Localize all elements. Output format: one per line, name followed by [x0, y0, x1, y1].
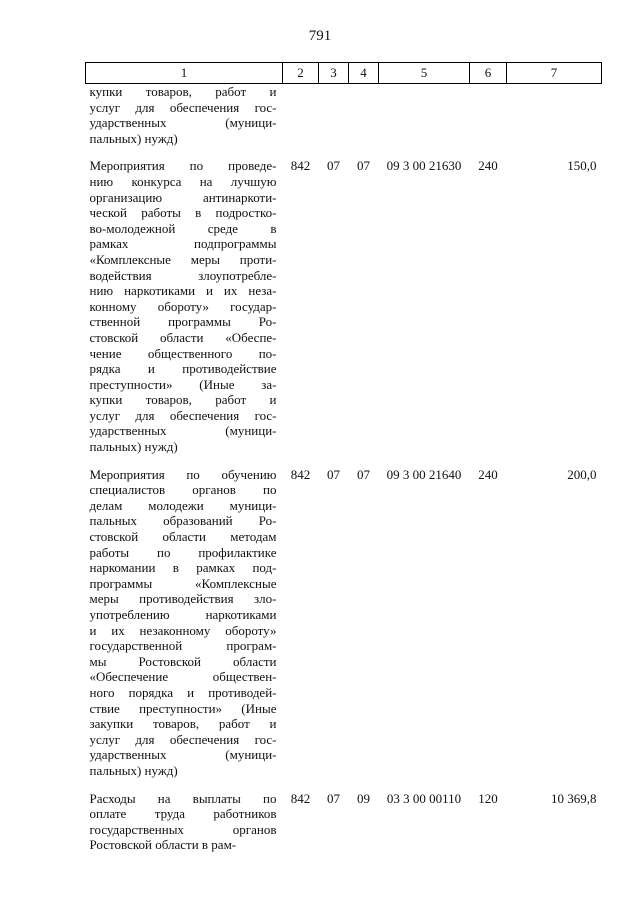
column-header: 3: [319, 63, 349, 84]
description-line: мы Ростовской области: [89, 653, 277, 669]
cell-expense-type: [470, 84, 507, 147]
description-line: стовской области «Обеспе-: [89, 329, 277, 345]
cell-amount: 150,0: [567, 158, 597, 174]
page-number: 791: [308, 28, 332, 44]
description-line: купки товаров, работ и: [89, 84, 277, 99]
description-line: рядка и противодействие: [89, 361, 277, 377]
description-line: организацию антинаркоти-: [89, 189, 277, 205]
description-line: пальных) нужд): [89, 762, 178, 778]
cell-ministry-code: 842: [290, 158, 311, 174]
cell-expense-type: 240: [478, 158, 498, 174]
description-line: нию конкурса на лучшую: [89, 173, 277, 189]
budget-table: [85, 62, 602, 853]
cell-target-article: 09 3 00 21640: [386, 466, 462, 482]
description-line: нию наркотиками и их неза-: [89, 283, 277, 299]
description-line: пальных) нужд): [89, 130, 178, 146]
description-line: закупки товаров, работ и: [89, 716, 277, 732]
description-line: ударственных (муници-: [89, 423, 277, 439]
column-header: 4: [349, 63, 379, 84]
description-line: Мероприятия по проведе-: [89, 158, 277, 174]
description-line: водействия злоупотребле-: [89, 267, 277, 283]
row-spacer: [86, 146, 602, 158]
description-line: ного порядка и противодей-: [89, 684, 277, 700]
description-line: рамках подпрограммы: [89, 236, 277, 252]
row-description: [86, 158, 283, 454]
description-line: и их незаконному обороту»: [89, 622, 277, 638]
description-line: «Комплексные меры проти-: [89, 251, 277, 267]
description-line: услуг для обеспечения гос-: [89, 731, 277, 747]
cell-section-code: 07: [327, 158, 340, 174]
cell-subsection-code: [349, 84, 379, 147]
cell-amount: [507, 84, 602, 147]
cell-subsection-code: 09: [357, 790, 370, 806]
description-line: чение общественного по-: [89, 345, 277, 361]
cell-expense-type: 120: [478, 790, 498, 806]
column-header: 6: [470, 63, 507, 84]
description-line: услуг для обеспечения гос-: [89, 99, 277, 115]
description-line: меры противодействия зло-: [89, 591, 277, 607]
row-description: [86, 791, 283, 853]
table-row: [86, 791, 602, 853]
description-line: оплате труда работников: [89, 806, 277, 822]
cell-target-article: 03 3 00 00110: [386, 790, 462, 806]
description-line: ственной программы Ро-: [89, 314, 277, 330]
description-line: пальных образований Ро-: [89, 513, 277, 529]
description-line: ствие преступности» (Иные: [89, 700, 277, 716]
row-description: [86, 84, 283, 147]
cell-target-article: 09 3 00 21630: [386, 158, 462, 174]
description-line: Расходы на выплаты по: [89, 790, 277, 806]
cell-subsection-code: 07: [357, 158, 370, 174]
description-line: программы «Комплексные: [89, 575, 277, 591]
row-description: [86, 467, 283, 779]
description-line: употреблению наркотиками: [89, 607, 277, 622]
cell-amount: 200,0: [567, 466, 597, 482]
table-row: [86, 84, 602, 147]
description-line: ческой работы в подростко-: [89, 205, 277, 221]
description-line: «Обеспечение обществен-: [89, 669, 277, 685]
cell-target-article: [379, 84, 470, 147]
description-line: специалистов органов по: [89, 482, 277, 498]
cell-subsection-code: 07: [357, 466, 370, 482]
cell-section-code: [319, 84, 349, 147]
description-line: купки товаров, работ и: [89, 392, 277, 408]
column-header: 1: [86, 63, 283, 84]
description-line: делам молодежи муници-: [89, 497, 277, 513]
table-row: [86, 467, 602, 779]
description-line: Мероприятия по обучению: [89, 466, 277, 482]
cell-section-code: 07: [327, 466, 340, 482]
description-line: стовской области методам: [89, 529, 277, 545]
cell-expense-type: 240: [478, 466, 498, 482]
description-line: ударственных (муници-: [89, 747, 277, 763]
column-header: 2: [283, 63, 319, 84]
description-line: Ростовской области в рам-: [89, 837, 237, 853]
description-line: наркомании в рамках под-: [89, 560, 277, 576]
description-line: конному обороту» государ-: [89, 298, 277, 314]
column-header: 5: [379, 63, 470, 84]
description-line: государственной програм-: [89, 638, 277, 654]
cell-ministry-code: [283, 84, 319, 147]
row-spacer: [86, 455, 602, 467]
column-header: 7: [507, 63, 602, 84]
description-line: государственных органов: [89, 821, 277, 837]
description-line: преступности» (Иные за-: [89, 376, 277, 392]
row-spacer: [86, 779, 602, 791]
cell-ministry-code: 842: [290, 790, 311, 806]
header-row: [86, 63, 602, 84]
cell-section-code: 07: [327, 790, 340, 806]
table-row: [86, 158, 602, 454]
cell-amount: 10 369,8: [551, 790, 597, 806]
description-line: во-молодежной среде в: [89, 220, 277, 236]
description-line: пальных) нужд): [89, 439, 178, 455]
description-line: ударственных (муници-: [89, 115, 277, 131]
description-line: услуг для обеспечения гос-: [89, 407, 277, 423]
description-line: работы по профилактике: [89, 544, 277, 560]
cell-ministry-code: 842: [290, 466, 311, 482]
table-body: [86, 84, 602, 853]
